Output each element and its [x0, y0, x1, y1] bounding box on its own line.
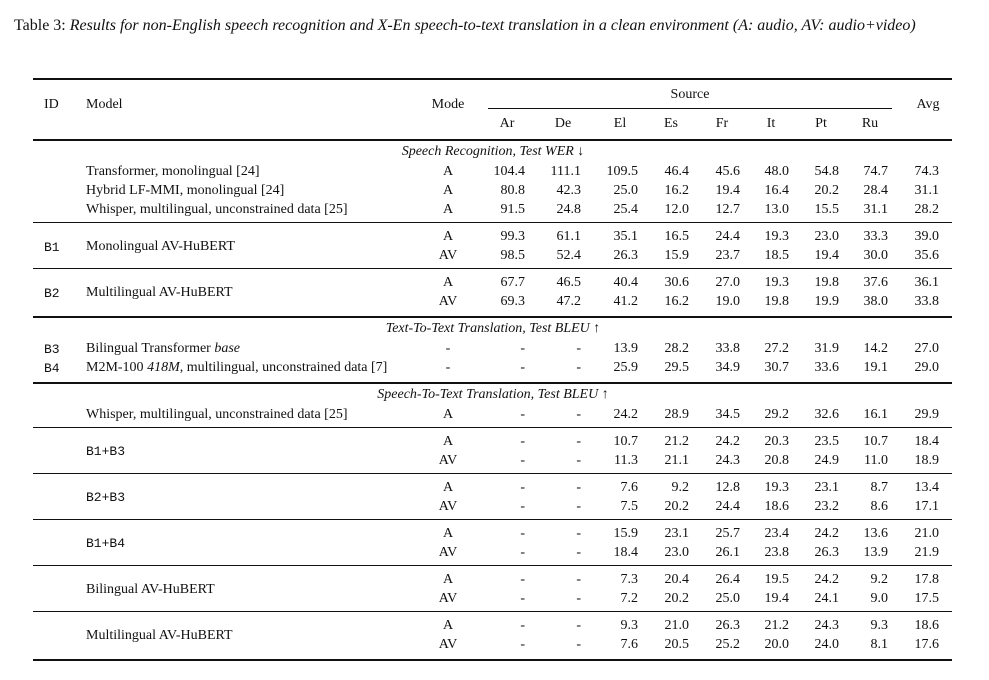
header-lang-pt: Pt	[815, 116, 827, 131]
value-cell: 16.4	[764, 183, 789, 198]
value-cell: 34.5	[715, 407, 740, 422]
value-cell: -	[576, 545, 581, 560]
model-name	[86, 201, 347, 219]
value-cell: 25.7	[715, 526, 740, 541]
model-combo: B1+B3	[86, 444, 126, 459]
value-cell: 52.4	[556, 248, 581, 263]
value-cell: 21.9	[914, 545, 939, 560]
value-cell: 8.6	[870, 499, 888, 514]
mode-cell: AV	[438, 453, 458, 468]
value-cell: 12.8	[715, 480, 740, 495]
value-cell: 8.1	[870, 637, 888, 652]
value-cell: 33.3	[863, 229, 888, 244]
row-id: B3	[44, 342, 60, 357]
value-cell: 54.8	[814, 164, 839, 179]
value-cell: 15.9	[613, 526, 638, 541]
header-lang-fr: Fr	[715, 116, 729, 131]
value-cell: -	[520, 499, 525, 514]
value-cell: 26.1	[715, 545, 740, 560]
value-cell: 47.2	[556, 294, 581, 309]
value-cell: 104.4	[493, 164, 525, 179]
value-cell: 24.3	[814, 618, 839, 633]
value-cell: 24.0	[814, 637, 839, 652]
value-cell: 16.2	[664, 294, 689, 309]
model-name	[86, 284, 233, 302]
value-cell: 19.1	[863, 360, 888, 375]
value-cell: 13.4	[914, 480, 939, 495]
value-cell: -	[520, 434, 525, 449]
value-cell: 30.7	[764, 360, 789, 375]
value-cell: 19.3	[764, 229, 789, 244]
table-rule	[33, 473, 952, 474]
value-cell: 12.7	[715, 202, 740, 217]
value-cell: 13.6	[863, 526, 888, 541]
value-cell: 33.8	[715, 341, 740, 356]
value-cell: 19.3	[764, 480, 789, 495]
model-name-italic: 418M	[147, 360, 180, 375]
model-name-part: Bilingual Transformer	[86, 341, 215, 356]
value-cell: 9.2	[870, 572, 888, 587]
value-cell: 91.5	[500, 202, 525, 217]
mode-cell: A	[442, 164, 454, 179]
value-cell: 19.4	[814, 248, 839, 263]
value-cell: 28.4	[863, 183, 888, 198]
value-cell: 24.2	[814, 572, 839, 587]
value-cell: 24.4	[715, 499, 740, 514]
value-cell: 29.5	[664, 360, 689, 375]
mode-cell: AV	[438, 248, 458, 263]
value-cell: 7.6	[620, 637, 638, 652]
model-name-part: Whisper, multilingual, unconstrained data [25]	[86, 202, 348, 217]
value-cell: 74.7	[863, 164, 888, 179]
value-cell: 98.5	[500, 248, 525, 263]
mode-cell: AV	[438, 499, 458, 514]
value-cell: 31.1	[914, 183, 939, 198]
value-cell: 26.3	[814, 545, 839, 560]
value-cell: 24.3	[715, 453, 740, 468]
value-cell: -	[520, 526, 525, 541]
mode-cell: A	[442, 202, 454, 217]
value-cell: 45.6	[715, 164, 740, 179]
header-lang-it: It	[766, 116, 776, 131]
value-cell: -	[520, 341, 525, 356]
value-cell: 23.1	[814, 480, 839, 495]
value-cell: 29.2	[764, 407, 789, 422]
value-cell: 8.7	[870, 480, 888, 495]
value-cell: 19.4	[715, 183, 740, 198]
table-rule	[33, 611, 952, 612]
mode-cell: A	[442, 434, 454, 449]
value-cell: 15.9	[664, 248, 689, 263]
table-rule	[488, 108, 892, 109]
value-cell: 33.6	[814, 360, 839, 375]
value-cell: 30.0	[863, 248, 888, 263]
value-cell: 11.0	[864, 453, 888, 468]
value-cell: 14.2	[863, 341, 888, 356]
value-cell: 26.3	[715, 618, 740, 633]
value-cell: 23.4	[764, 526, 789, 541]
value-cell: 25.4	[613, 202, 638, 217]
value-cell: 26.4	[715, 572, 740, 587]
value-cell: -	[576, 407, 581, 422]
table-rule-thick	[33, 659, 952, 661]
value-cell: 13.0	[764, 202, 789, 217]
value-cell: -	[520, 572, 525, 587]
value-cell: -	[576, 618, 581, 633]
value-cell: 109.5	[606, 164, 638, 179]
section-title: Text-To-Text Translation, Test BLEU ↑	[385, 321, 601, 336]
header-lang-ru: Ru	[861, 116, 879, 131]
value-cell: 20.2	[664, 499, 689, 514]
value-cell: 27.0	[715, 275, 740, 290]
value-cell: 32.6	[814, 407, 839, 422]
value-cell: 29.9	[914, 407, 939, 422]
value-cell: 99.3	[500, 229, 525, 244]
value-cell: 21.0	[914, 526, 939, 541]
header-avg: Avg	[916, 97, 940, 112]
value-cell: 35.1	[613, 229, 638, 244]
mode-cell: A	[442, 275, 454, 290]
value-cell: 80.8	[500, 183, 525, 198]
value-cell: -	[520, 480, 525, 495]
model-name-part: Bilingual AV-HuBERT	[86, 582, 215, 597]
model-name-part: , multilingual, unconstrained data [7]	[179, 360, 388, 375]
value-cell: 7.5	[620, 499, 638, 514]
header-source: Source	[670, 87, 710, 102]
value-cell: -	[576, 341, 581, 356]
value-cell: 17.5	[914, 591, 939, 606]
value-cell: 34.9	[715, 360, 740, 375]
value-cell: 13.9	[863, 545, 888, 560]
model-name-part: Hybrid LF-MMI, monolingual [24]	[86, 183, 285, 198]
mode-cell: A	[442, 480, 454, 495]
model-name	[86, 627, 233, 645]
value-cell: 18.9	[914, 453, 939, 468]
table-caption	[14, 15, 976, 36]
value-cell: 19.0	[715, 294, 740, 309]
value-cell: 31.1	[863, 202, 888, 217]
value-cell: 18.4	[613, 545, 638, 560]
group-id: B1	[44, 240, 60, 255]
value-cell: 20.4	[664, 572, 689, 587]
value-cell: -	[520, 407, 525, 422]
model-name	[86, 163, 260, 181]
model-name	[86, 238, 235, 256]
value-cell: 19.8	[814, 275, 839, 290]
value-cell: -	[576, 360, 581, 375]
value-cell: 25.9	[613, 360, 638, 375]
table-rule	[33, 427, 952, 428]
model-name	[86, 359, 387, 377]
model-name-part: M2M-100	[86, 360, 148, 375]
value-cell: 40.4	[613, 275, 638, 290]
model-name-part: Transformer, monolingual [24]	[86, 164, 260, 179]
value-cell: -	[576, 637, 581, 652]
value-cell: 61.1	[556, 229, 581, 244]
value-cell: 18.4	[914, 434, 939, 449]
value-cell: 21.2	[664, 434, 689, 449]
value-cell: 24.4	[715, 229, 740, 244]
model-name	[86, 581, 215, 599]
model-name-part: Multilingual AV-HuBERT	[86, 285, 233, 300]
value-cell: 9.2	[671, 480, 689, 495]
value-cell: 20.2	[814, 183, 839, 198]
value-cell: 10.7	[613, 434, 638, 449]
value-cell: 16.5	[664, 229, 689, 244]
value-cell: 42.3	[556, 183, 581, 198]
value-cell: 23.8	[764, 545, 789, 560]
section-title: Speech-To-Text Translation, Test BLEU ↑	[377, 387, 609, 402]
header-mode: Mode	[431, 97, 465, 112]
model-name-italic: base	[214, 341, 241, 356]
value-cell: 35.6	[914, 248, 939, 263]
value-cell: 20.8	[764, 453, 789, 468]
mode-cell: A	[442, 572, 454, 587]
value-cell: 17.1	[914, 499, 939, 514]
mode-cell: AV	[438, 294, 458, 309]
value-cell: 31.9	[814, 341, 839, 356]
value-cell: -	[520, 360, 525, 375]
value-cell: 23.7	[715, 248, 740, 263]
value-cell: 24.9	[814, 453, 839, 468]
value-cell: 41.2	[613, 294, 638, 309]
value-cell: 7.3	[620, 572, 638, 587]
header-lang-es: Es	[664, 116, 678, 131]
value-cell: 21.2	[764, 618, 789, 633]
value-cell: 18.6	[764, 499, 789, 514]
value-cell: 16.2	[664, 183, 689, 198]
value-cell: 24.2	[613, 407, 638, 422]
value-cell: 20.0	[764, 637, 789, 652]
value-cell: -	[520, 453, 525, 468]
value-cell: 33.8	[914, 294, 939, 309]
value-cell: 111.1	[550, 164, 581, 179]
value-cell: 46.5	[556, 275, 581, 290]
header-lang-el: El	[613, 116, 627, 131]
mode-cell: A	[442, 183, 454, 198]
value-cell: 24.2	[814, 526, 839, 541]
value-cell: 24.2	[715, 434, 740, 449]
value-cell: 69.3	[500, 294, 525, 309]
value-cell: 27.0	[914, 341, 939, 356]
model-name	[86, 182, 284, 200]
value-cell: 19.8	[764, 294, 789, 309]
value-cell: 25.0	[613, 183, 638, 198]
value-cell: 18.5	[764, 248, 789, 263]
model-name-part: Whisper, multilingual, unconstrained data [25]	[86, 407, 348, 422]
value-cell: -	[576, 526, 581, 541]
header-id: ID	[44, 97, 59, 112]
value-cell: 36.1	[914, 275, 939, 290]
value-cell: 7.6	[620, 480, 638, 495]
value-cell: -	[576, 499, 581, 514]
mode-cell: A	[442, 618, 454, 633]
value-cell: -	[576, 453, 581, 468]
model-name	[86, 406, 347, 424]
caption-label: Table 3:	[14, 17, 66, 34]
value-cell: 23.1	[664, 526, 689, 541]
value-cell: 17.8	[914, 572, 939, 587]
row-id: B4	[44, 361, 60, 376]
mode-cell: A	[442, 526, 454, 541]
value-cell: 48.0	[764, 164, 789, 179]
value-cell: -	[520, 591, 525, 606]
mode-cell: -	[445, 341, 451, 356]
value-cell: 23.0	[664, 545, 689, 560]
mode-cell: AV	[438, 545, 458, 560]
value-cell: 18.6	[914, 618, 939, 633]
value-cell: 23.2	[814, 499, 839, 514]
value-cell: 25.2	[715, 637, 740, 652]
value-cell: 21.1	[664, 453, 689, 468]
value-cell: 30.6	[664, 275, 689, 290]
model-name-part: Monolingual AV-HuBERT	[86, 239, 235, 254]
value-cell: 24.8	[556, 202, 581, 217]
caption-text: Results for non-English speech recognition and X-En speech-to-text translation in a clean environment (A: audio, AV: audio+video)	[69, 17, 916, 34]
section-title: Speech Recognition, Test WER ↓	[401, 144, 585, 159]
value-cell: 10.7	[863, 434, 888, 449]
table-rule	[33, 519, 952, 520]
table-rule-thick	[33, 139, 952, 141]
value-cell: 23.5	[814, 434, 839, 449]
value-cell: 17.6	[914, 637, 939, 652]
value-cell: 29.0	[914, 360, 939, 375]
model-name	[86, 340, 240, 358]
table-rule	[33, 565, 952, 566]
table-rule-thick	[33, 78, 952, 80]
mode-cell: -	[445, 360, 451, 375]
value-cell: 13.9	[613, 341, 638, 356]
value-cell: 39.0	[914, 229, 939, 244]
value-cell: 9.3	[870, 618, 888, 633]
model-name-part: Multilingual AV-HuBERT	[86, 628, 233, 643]
value-cell: 24.1	[814, 591, 839, 606]
value-cell: -	[576, 480, 581, 495]
value-cell: 46.4	[664, 164, 689, 179]
value-cell: 19.4	[764, 591, 789, 606]
value-cell: 11.3	[614, 453, 638, 468]
value-cell: 28.9	[664, 407, 689, 422]
value-cell: -	[576, 572, 581, 587]
value-cell: 12.0	[664, 202, 689, 217]
header-model: Model	[86, 97, 123, 112]
value-cell: 37.6	[863, 275, 888, 290]
value-cell: 19.5	[764, 572, 789, 587]
model-combo: B1+B4	[86, 536, 126, 551]
value-cell: 7.2	[620, 591, 638, 606]
table-rule-thick	[33, 316, 952, 318]
header-lang-de: De	[554, 116, 572, 131]
value-cell: 20.5	[664, 637, 689, 652]
value-cell: -	[520, 637, 525, 652]
value-cell: 16.1	[863, 407, 888, 422]
value-cell: 9.3	[620, 618, 638, 633]
mode-cell: AV	[438, 591, 458, 606]
value-cell: 28.2	[914, 202, 939, 217]
value-cell: 20.2	[664, 591, 689, 606]
value-cell: 19.9	[814, 294, 839, 309]
value-cell: -	[520, 545, 525, 560]
group-id: B2	[44, 286, 60, 301]
value-cell: 19.3	[764, 275, 789, 290]
value-cell: 67.7	[500, 275, 525, 290]
value-cell: 15.5	[814, 202, 839, 217]
table-rule	[33, 222, 952, 223]
value-cell: 20.3	[764, 434, 789, 449]
value-cell: 26.3	[613, 248, 638, 263]
value-cell: 38.0	[863, 294, 888, 309]
table-rule-thick	[33, 382, 952, 384]
value-cell: 9.0	[870, 591, 888, 606]
value-cell: -	[576, 591, 581, 606]
value-cell: 23.0	[814, 229, 839, 244]
value-cell: 28.2	[664, 341, 689, 356]
value-cell: -	[520, 618, 525, 633]
header-lang-ar: Ar	[499, 116, 515, 131]
value-cell: -	[576, 434, 581, 449]
mode-cell: AV	[438, 637, 458, 652]
value-cell: 74.3	[914, 164, 939, 179]
value-cell: 25.0	[715, 591, 740, 606]
value-cell: 21.0	[664, 618, 689, 633]
mode-cell: A	[442, 407, 454, 422]
value-cell: 27.2	[764, 341, 789, 356]
mode-cell: A	[442, 229, 454, 244]
table-rule	[33, 268, 952, 269]
model-combo: B2+B3	[86, 490, 126, 505]
